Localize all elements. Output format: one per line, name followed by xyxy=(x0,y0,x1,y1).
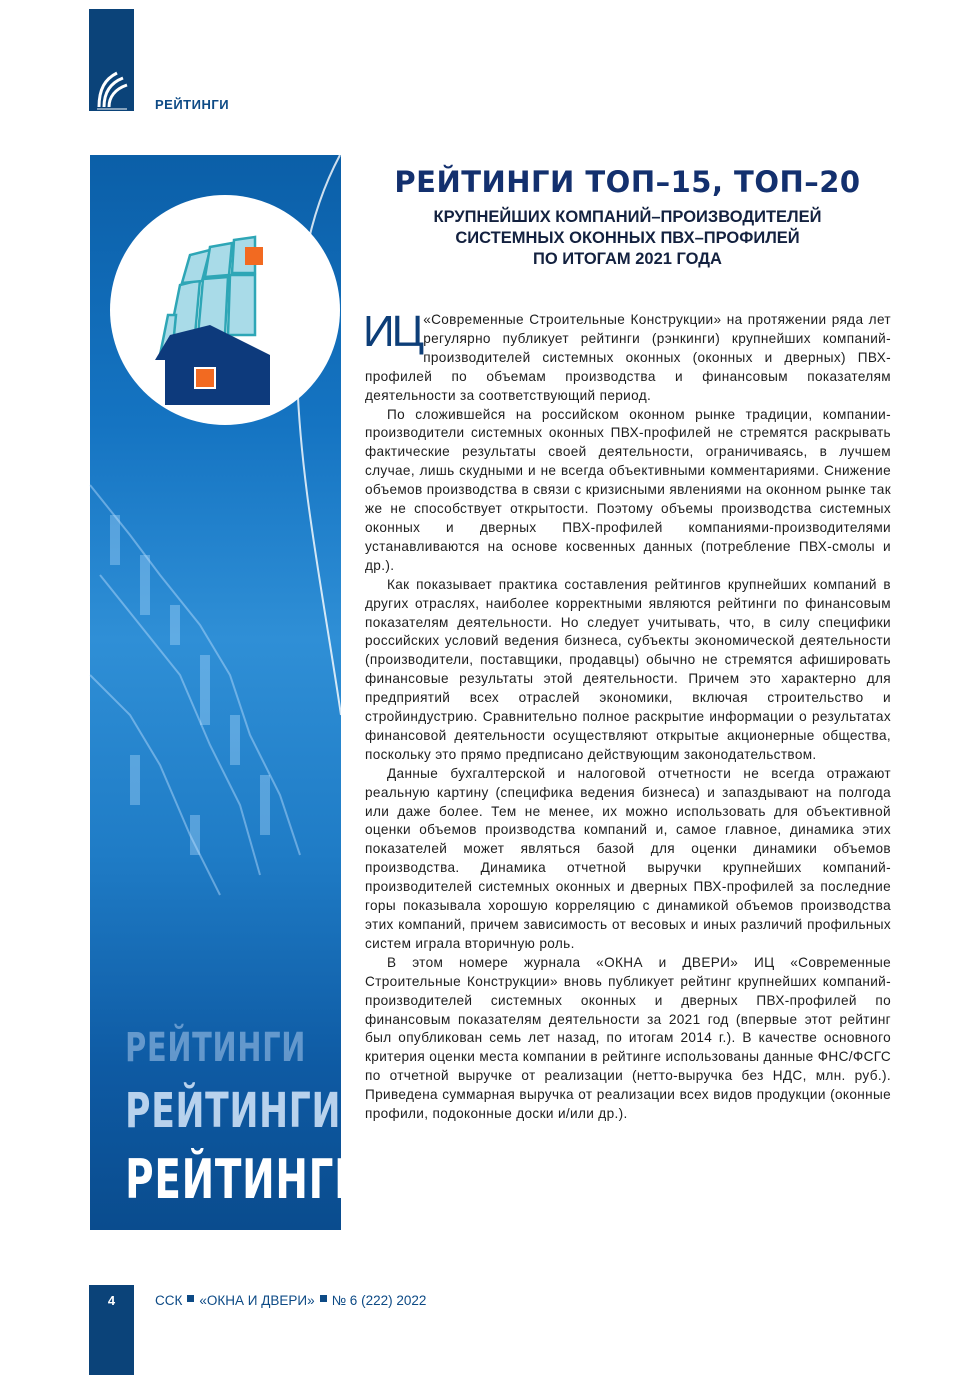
separator-square-icon xyxy=(320,1295,327,1302)
footer-magazine: «ОКНА И ДВЕРИ» xyxy=(199,1293,315,1308)
article-heading xyxy=(370,165,885,270)
side-word-faded: РЕЙТИНГИ xyxy=(125,1025,307,1071)
paragraph-text: «Современные Строительные Конструкции» на протяжении ряда лет регулярно публикует рейтинги (рэнкинги) крупнейших компаний-производителей системных оконных (оконных и дверных) ПВХ-профилей по объемам производства и финансовым показателям деятельности за соответствующий период. xyxy=(365,312,891,403)
footer-bar xyxy=(89,1285,134,1375)
magazine-logo-icon xyxy=(93,67,129,111)
page-number: 4 xyxy=(107,1293,116,1308)
side-illustration xyxy=(90,155,368,1230)
subtitle-line: КРУПНЕЙШИХ КОМПАНИЙ–ПРОИЗВОДИТЕЛЕЙ xyxy=(433,208,822,226)
footer-publisher: ССК xyxy=(155,1293,183,1308)
logo-circle xyxy=(110,195,340,425)
article-subtitle xyxy=(370,207,885,270)
paragraph: По сложившейся на российском оконном рынке традиции, компании-производители системных оконных ПВХ-профилей не стремятся раскрывать фактические результаты своей деятельности, ограничиваясь, в лучшем случае, лишь скудными и не всегда объективными комментариями. Снижение объемов производства в связи с кризисными явлениями на оконном рынке так же не способствует открытости. Поэтому объемы производства системных оконных и дверных ПВХ-профилей компаниями-производителями устанавливаются на основе косвенных данных (потребление ПВХ-смолы и др.). xyxy=(365,406,891,573)
house-windows-logo-icon xyxy=(110,195,340,425)
paragraph: В этом номере журнала «ОКНА и ДВЕРИ» ИЦ «Современные Строительные Конструкции» вновь публикует рейтинг крупнейших компаний-производителей системных оконных и дверных ПВХ-профилей по финансовым показателям деятельности за 2021 год (впервые этот рейтинг был опубликован семь лет назад, по итогам 2014 г.). В качестве основного критерия оценки места компании в рейтинге использованы данные ФНС/ФСГС по отчетной выручке от реализации (нетто-выручка без НДС, млн. руб.). Приведена суммарная выручка от реализации всех видов продукции (оконные профили, подоконные доски и/или др.). xyxy=(365,954,891,1122)
header-logo-bar xyxy=(89,9,134,111)
subtitle-line: СИСТЕМНЫХ ОКОННЫХ ПВХ–ПРОФИЛЕЙ xyxy=(455,229,800,247)
section-label: РЕЙТИНГИ xyxy=(155,97,230,112)
article-title: РЕЙТИНГИ ТОП–15, ТОП–20 xyxy=(394,165,861,199)
paragraph: Данные бухгалтерской и налоговой отчетности не всегда отражают реальную картину (специфика ведения бизнеса) и запаздывают на полгода или даже более. Тем не менее, их можно использовать для объективной оценки объемов производства компаний и, самое главное, динамика этих показателей может являться базой для оценки динамики объемов производства. Динамика отчетной выручки крупнейших компаний-производителей системных оконных и дверных ПВХ-профилей за последние горы показывала хорошую корреляцию с динамикой объемов производства этих компаний, причем зависимость от весовых и иных различий профильных систем играла вторичную роль. xyxy=(365,765,891,951)
paragraph xyxy=(363,307,891,406)
paragraph: Как показывает практика составления рейтингов крупнейших компаний в других отраслях, наиболее корректными являются рейтинги по финансовым показателям деятельности. Но следует учитывать, что, в силу специфики российских условий ведения бизнеса, субъекты экономической деятельности (производители, поставщики, продавцы) обычно не стремятся афишировать финансовые результаты этой деятельности. Причем это характерно для предприятий всех отраслей экономики, включая строительство и стройиндустрию. Сравнительно полное раскрытие информации о результатах финансовой деятельности осуществляют открытые акционерные общества, поскольку это прямо предписано действующим законодательством. xyxy=(365,576,891,762)
separator-square-icon xyxy=(187,1295,194,1302)
footer-credits xyxy=(155,1293,426,1308)
article-body xyxy=(363,307,891,1124)
footer-issue: № 6 (222) 2022 xyxy=(331,1293,427,1308)
side-word-bright: РЕЙТИНГИ xyxy=(125,1148,368,1211)
side-word-medium: РЕЙТИНГИ xyxy=(125,1083,342,1139)
drop-cap: ИЦ xyxy=(363,307,422,356)
subtitle-line: ПО ИТОГАМ 2021 ГОДА xyxy=(533,250,722,268)
